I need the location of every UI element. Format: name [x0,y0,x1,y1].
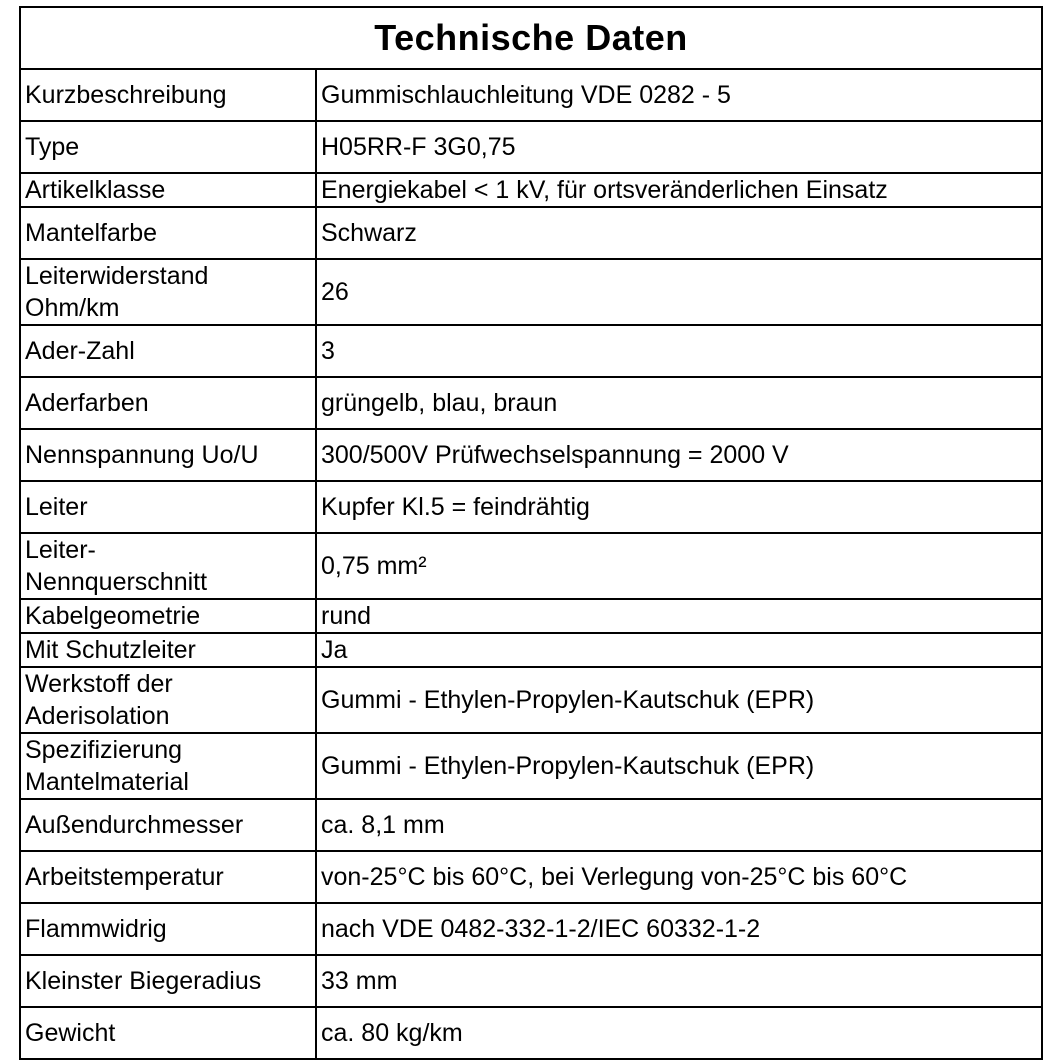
row-value: ca. 80 kg/km [316,1007,1042,1059]
row-label: Kurzbeschreibung [20,69,316,121]
technical-data-sheet [19,6,1041,1048]
row-value: Gummi - Ethylen-Propylen-Kautschuk (EPR) [316,733,1042,799]
row-label: Gewicht [20,1007,316,1059]
row-label: Ader-Zahl [20,325,316,377]
row-value: H05RR-F 3G0,75 [316,121,1042,173]
table-row [20,799,1042,851]
row-value: Ja [316,633,1042,667]
row-label: Mantelfarbe [20,207,316,259]
row-label: Mit Schutzleiter [20,633,316,667]
row-label: Werkstoff der Aderisolation [20,667,316,733]
table-row [20,955,1042,1007]
table-row [20,851,1042,903]
table-title: Technische Daten [20,7,1042,69]
table-row [20,325,1042,377]
row-label: Flammwidrig [20,903,316,955]
row-value: von-25°C bis 60°C, bei Verlegung von-25°C bis 60°C [316,851,1042,903]
row-value: nach VDE 0482-332-1-2/IEC 60332-1-2 [316,903,1042,955]
row-label: Außendurchmesser [20,799,316,851]
row-value: 26 [316,259,1042,325]
row-value: 300/500V Prüfwechselspannung = 2000 V [316,429,1042,481]
row-label: Type [20,121,316,173]
row-value: Energiekabel < 1 kV, für ortsveränderlichen Einsatz [316,173,1042,207]
row-label: Kabelgeometrie [20,599,316,633]
row-value: 3 [316,325,1042,377]
row-label: Artikelklasse [20,173,316,207]
row-label: Arbeitstemperatur [20,851,316,903]
table-row [20,633,1042,667]
table-title-row [20,7,1042,69]
row-label: Aderfarben [20,377,316,429]
table-row [20,429,1042,481]
row-value: ca. 8,1 mm [316,799,1042,851]
row-value: 33 mm [316,955,1042,1007]
row-value: Gummi - Ethylen-Propylen-Kautschuk (EPR) [316,667,1042,733]
table-row [20,481,1042,533]
table-row [20,1007,1042,1059]
table-row [20,533,1042,599]
technical-data-table [19,6,1043,1060]
table-row [20,121,1042,173]
table-row [20,69,1042,121]
row-value: Schwarz [316,207,1042,259]
row-value: rund [316,599,1042,633]
table-row [20,377,1042,429]
table-row [20,667,1042,733]
table-row [20,207,1042,259]
row-label: Leiter [20,481,316,533]
table-row [20,173,1042,207]
table-row [20,599,1042,633]
table-row [20,259,1042,325]
row-label: Leiter- Nennquerschnitt [20,533,316,599]
row-value: Kupfer Kl.5 = feindrähtig [316,481,1042,533]
row-label: Nennspannung Uo/U [20,429,316,481]
row-value: 0,75 mm² [316,533,1042,599]
row-label: Spezifizierung Mantelmaterial [20,733,316,799]
table-row [20,903,1042,955]
row-label: Kleinster Biegeradius [20,955,316,1007]
table-row [20,733,1042,799]
row-label: Leiterwiderstand Ohm/km [20,259,316,325]
row-value: Gummischlauchleitung VDE 0282 - 5 [316,69,1042,121]
row-value: grüngelb, blau, braun [316,377,1042,429]
